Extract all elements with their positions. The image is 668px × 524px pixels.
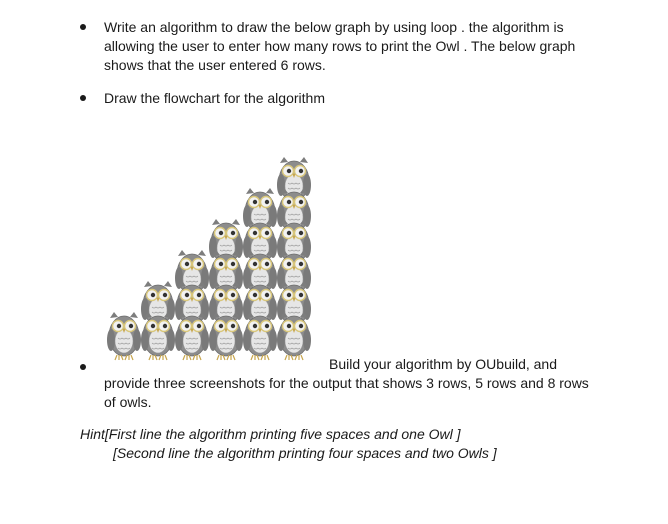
bullet-icon: [80, 24, 86, 30]
owl-staircase-figure: [106, 132, 320, 364]
bullet-text-rest: provide three screenshots for the output that shows 3 rows, 5 rows and 8 rows of owls.: [104, 375, 589, 410]
bullet-text: [104, 355, 604, 412]
bullet-text: Draw the flowchart for the algorithm: [104, 90, 325, 106]
owl-icon: [107, 312, 141, 360]
bullet-icon: [80, 95, 86, 101]
hint-line-2: [Second line the algorithm printing four spaces and two Owls ]: [113, 445, 497, 461]
bullet-text: Write an algorithm to draw the below graph by using loop . the algorithm is allowing the user to enter how many rows to print the Owl . The below graph shows that the user entered 6 rows.: [104, 19, 576, 73]
bullet-icon: [80, 364, 86, 370]
hint-line-1: Hint[First line the algorithm printing five spaces and one Owl ]: [80, 426, 461, 442]
hint-block: [80, 425, 640, 463]
bullet-text-line-1: Build your algorithm by OUbuild, and: [329, 356, 558, 372]
